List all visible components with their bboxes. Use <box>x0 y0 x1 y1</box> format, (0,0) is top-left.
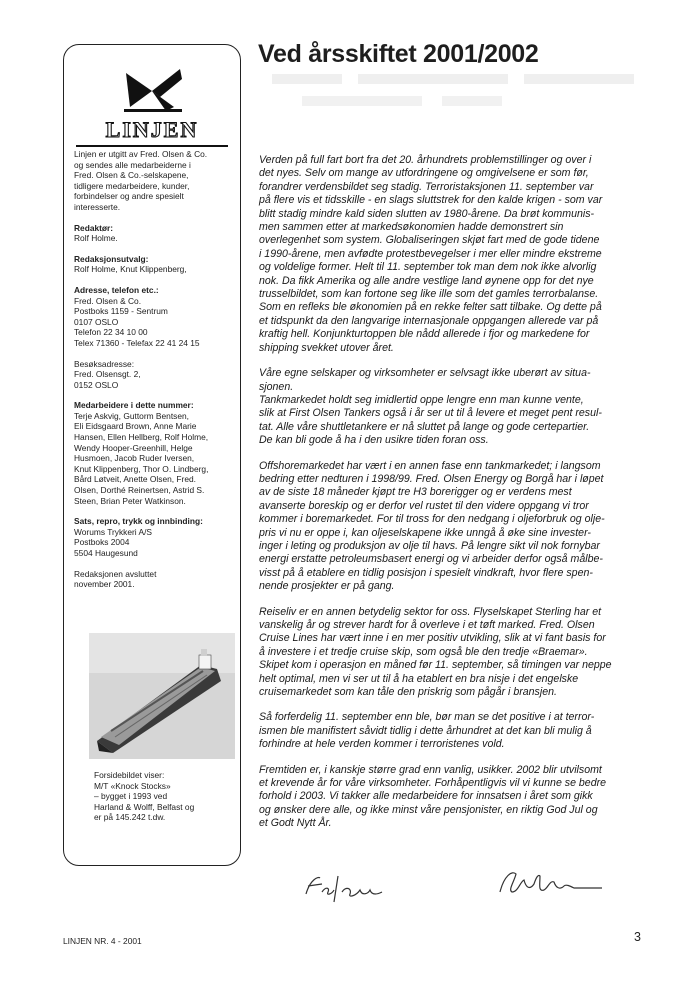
tanker-ship-image <box>89 633 235 759</box>
masthead-section-line: Fred. Olsen & Co. <box>74 295 142 306</box>
masthead-section-line: Hansen, Ellen Hellberg, Rolf Holme, <box>74 432 209 443</box>
article-line: Fremtiden er, i kanskje større grad enn vanlig, usikker. 2002 blir utvilsomt <box>259 763 602 776</box>
article-line: Cruise Lines har vært inne i en mer positiv utvikling, slik at vi fant basis for <box>259 632 606 645</box>
masthead-sections <box>74 223 236 590</box>
masthead-section <box>74 359 236 391</box>
masthead-section-line: Rolf Holme. <box>74 233 118 244</box>
masthead-intro-line: og sendes alle medarbeiderne i <box>74 159 191 170</box>
article-paragraph <box>259 394 645 448</box>
linjen-logo-icon <box>122 67 184 113</box>
article-paragraph <box>259 154 645 355</box>
masthead-section-line: Telex 71360 - Telefax 22 41 24 15 <box>74 337 200 348</box>
cover-photo <box>89 633 235 759</box>
show-through-text <box>262 68 642 118</box>
article-line: bedring etter nedturen i 1998/99. Fred. Olsen Energy og Borgå har i løpet <box>259 472 604 485</box>
article-line: Skipet kom i operasjon en måned før 11. september, så timingen var neppe <box>259 659 612 672</box>
article-line: og ønsker dere alle, og ikke minst våre pensjonister, en riktig God Jul og <box>259 803 598 816</box>
masthead-section-line: 0152 OSLO <box>74 379 119 390</box>
masthead-section-line: Rolf Holme, Knut Klippenberg, <box>74 264 187 275</box>
article-line: Så forferdelig 11. september enn ble, bør man se det positive i at terror- <box>259 711 595 724</box>
masthead-section <box>74 285 236 349</box>
caption-line: er på 145.242 t.dw. <box>94 812 166 823</box>
article-line: kraftig hell. Konjunkturtoppen ble nådd allerede i fjor og markedene for <box>259 328 590 341</box>
article-line: nok. Da fikk Amerika og alle andre vestlige land øynene opp for det nye <box>259 274 594 287</box>
article-line: og voldelige former. Helt til 11. september tok man dem nok ikke alvorlig <box>259 261 597 274</box>
article-paragraph <box>259 367 645 394</box>
article-line: forandrer verdensbildet seg stadig. Terroristaksjonen 11. september var <box>259 180 594 193</box>
article-line: pris vi nu er oppe i, kan oljeselskapene ikke unngå å øke sine invester- <box>259 526 591 539</box>
article-line: avanserte boreskip og er derfor vel rustet til den videre oppgang vi tror <box>259 499 589 512</box>
article-paragraph <box>259 606 645 700</box>
article-paragraph <box>259 460 645 594</box>
article-line: Som en refleks ble økonomien på en rekke felter satt tilbake. Og dette på <box>259 301 602 314</box>
masthead-intro-line: interesserte. <box>74 201 121 212</box>
article-line: blitt stadig mindre kald siden slutten av 1980-årene. Da brøt kommunis- <box>259 207 595 220</box>
article-line: shipping svekket utover året. <box>259 341 394 354</box>
article-line: cruisemarkedet som kan tåle den priskrig som pågår i bransjen. <box>259 686 557 699</box>
article-line: Verden på full fart bort fra det 20. århundrets problemstillinger og over i <box>259 154 592 166</box>
masthead-section-heading: Medarbeidere i dette nummer: <box>74 400 194 411</box>
article-line: Offshoremarkedet har vært i en annen fase enn tankmarkedet; i langsom <box>259 459 601 472</box>
masthead-section-line: Eli Eidsgaard Brown, Anne Marie <box>74 421 197 432</box>
masthead-section-line: Telefon 22 34 10 00 <box>74 327 148 338</box>
masthead-section-line: Redaksjonen avsluttet <box>74 568 157 579</box>
masthead-section <box>74 254 236 275</box>
caption-line: Forsidebildet viser: <box>94 770 165 780</box>
article-line: helt optimal, men vi ser ut til å ha etablert en bra nisje i det engelske <box>259 672 579 685</box>
masthead-intro-line: Linjen er utgitt av Fred. Olsen & Co. <box>74 149 208 159</box>
article-line: å investere i et tredje cruise skip, som også ble den tredje «Braemar». <box>259 645 588 658</box>
article-line: av de siste 18 måneder kjøpt tre H3 borerigger og er verdens mest <box>259 486 572 499</box>
masthead-section <box>74 516 236 558</box>
masthead-section <box>74 569 236 590</box>
article-line: trusselbildet, som kan fortone seg like ille som det gamles terrorbalanse. <box>259 288 599 301</box>
article-line: De kan bli gode å ha i den usikre tiden foran oss. <box>259 434 489 447</box>
masthead-section <box>74 400 236 506</box>
masthead-section-line: Terje Askvig, Guttorm Bentsen, <box>74 410 189 421</box>
masthead-panel <box>63 44 241 866</box>
article-line: et krevende år for våre virksomheter. Forhåpentligvis vil vi kunne se bedre <box>259 777 607 790</box>
article-line: et tidspunkt da den langvarige internasjonale oppgangen allerede var på <box>259 314 599 327</box>
article-line: vanskelig år og strever hardt for å overleve i et tøft marked. Fred. Olsen <box>259 619 595 631</box>
masthead-section-heading: Adresse, telefon etc.: <box>74 284 159 295</box>
cover-photo-caption <box>94 770 234 823</box>
masthead-section-line: 5504 Haugesund <box>74 548 138 558</box>
article-line: kommer i boremarkedet. For til tross for den nedgang i oljeforbruk og olje- <box>259 513 605 526</box>
masthead-section-heading: Redaksjonsutvalg: <box>74 253 149 264</box>
issue-label: LINJEN NR. 4 - 2001 <box>63 936 142 946</box>
masthead-intro-line: forbindelser og andre spesielt <box>74 191 184 202</box>
masthead-section-line: Fred. Olsensgt. 2, <box>74 369 141 380</box>
article-paragraph <box>259 711 645 751</box>
article-line: visst på å etablere en tidlig posisjon i spesielt vindkraft, hvor flere spen- <box>259 566 593 579</box>
article-line: ismen ble manifistert såvidt tidlig i dette århundret at det kan bli mulig å <box>259 724 592 737</box>
article-line: sjonen. <box>259 380 294 393</box>
masthead-section-line: Husmoen, Jacob Ruder Iversen, <box>74 453 195 464</box>
masthead-section-line: Olsen, Dorthé Reinertsen, Astrid S. <box>74 485 205 496</box>
masthead-section-line: Steen, Brian Peter Watkinson. <box>74 495 186 506</box>
article-line: overlegenhet som system. Globaliseringen skjøt fart med de gode tidene <box>259 234 600 247</box>
article-line: inger i leting og produksjon av olje til havs. På lengre sikt vil nok fornybar <box>259 539 600 552</box>
masthead-section-line: Knut Klippenberg, Thor O. Lindberg, <box>74 463 209 474</box>
masthead-section-line: Bård Løtveit, Anette Olsen, Fred. <box>74 474 196 485</box>
masthead-section-line: Postboks 1159 - Sentrum <box>74 306 168 317</box>
masthead-section <box>74 223 236 244</box>
masthead-info <box>74 149 236 600</box>
article-line: tat. Alle våre shuttletankere er nå sluttet på lange og gode certepartier. <box>259 420 590 433</box>
article-line: Reiseliv er en annen betydelig sektor for oss. Flyselskapet Sterling har et <box>259 605 602 618</box>
masthead-intro-line: Fred. Olsen & Co.-selskapene, <box>74 170 189 181</box>
page-title: Ved årsskiftet 2001/2002 <box>258 40 539 68</box>
article-line: det nyes. Selv om mange av utfordringene og omgivelsene er som før, <box>259 167 589 180</box>
article-line: et Godt Nytt År. <box>259 817 332 830</box>
masthead-section-line: Besøksadresse: <box>74 358 135 369</box>
article-line: forhold i 2003. Vi takker alle medarbeidere for innsatsen i året som gikk <box>259 790 593 803</box>
masthead-section-line: Wendy Hooper-Greenhill, Helge <box>74 442 193 453</box>
article-line: men sammen etter at markedsøkonomien hadde demonstrert sin <box>259 221 564 234</box>
article-line: i 1990-årene, men avfødte protestbevegelser i mer eller mindre ekstreme <box>259 247 602 260</box>
page-number: 3 <box>634 930 641 944</box>
masthead-section-heading: Redaktør: <box>74 222 114 233</box>
article-line: Tankmarkedet holdt seg imidlertid oppe lengre enn man kunne vente, <box>259 393 584 406</box>
masthead-section-line: Postboks 2004 <box>74 537 130 548</box>
masthead-intro-line: tidligere medarbeidere, kunder, <box>74 180 190 191</box>
masthead-intro <box>74 149 236 213</box>
article-line: på flere vis et tidsskille - en slags sluttstrek for den kalde krigen - som var <box>259 194 603 207</box>
article-line: Våre egne selskaper og virksomheter er selvsagt ikke uberørt av situa- <box>259 367 591 380</box>
article-line: energi erstatte petroleumsbasert energi og vi arbeider derfor også målbe- <box>259 553 603 566</box>
signature-fred-olsen <box>300 868 390 906</box>
article-paragraph <box>259 764 645 831</box>
linjen-wordmark: LINJEN <box>76 117 228 147</box>
article-body <box>259 154 645 843</box>
caption-line: Harland & Wolff, Belfast og <box>94 801 195 812</box>
article-line: forhindre at hele verden kommer i terroristenes vold. <box>259 738 505 751</box>
masthead-section-line: november 2001. <box>74 579 135 590</box>
caption-line: – bygget i 1993 ved <box>94 791 168 802</box>
masthead-section-heading: Sats, repro, trykk og innbinding: <box>74 516 203 527</box>
caption-line: M/T «Knock Stocks» <box>94 780 171 791</box>
masthead-section-line: 0107 OSLO <box>74 316 119 327</box>
article-line: slik at First Olsen Tankers også i år ser ut til å levere et meget pent resul- <box>259 407 602 420</box>
article-line: nende prosjekter er på gang. <box>259 580 395 593</box>
masthead-section-line: Worums Trykkeri A/S <box>74 526 153 537</box>
signature-second <box>494 862 606 902</box>
